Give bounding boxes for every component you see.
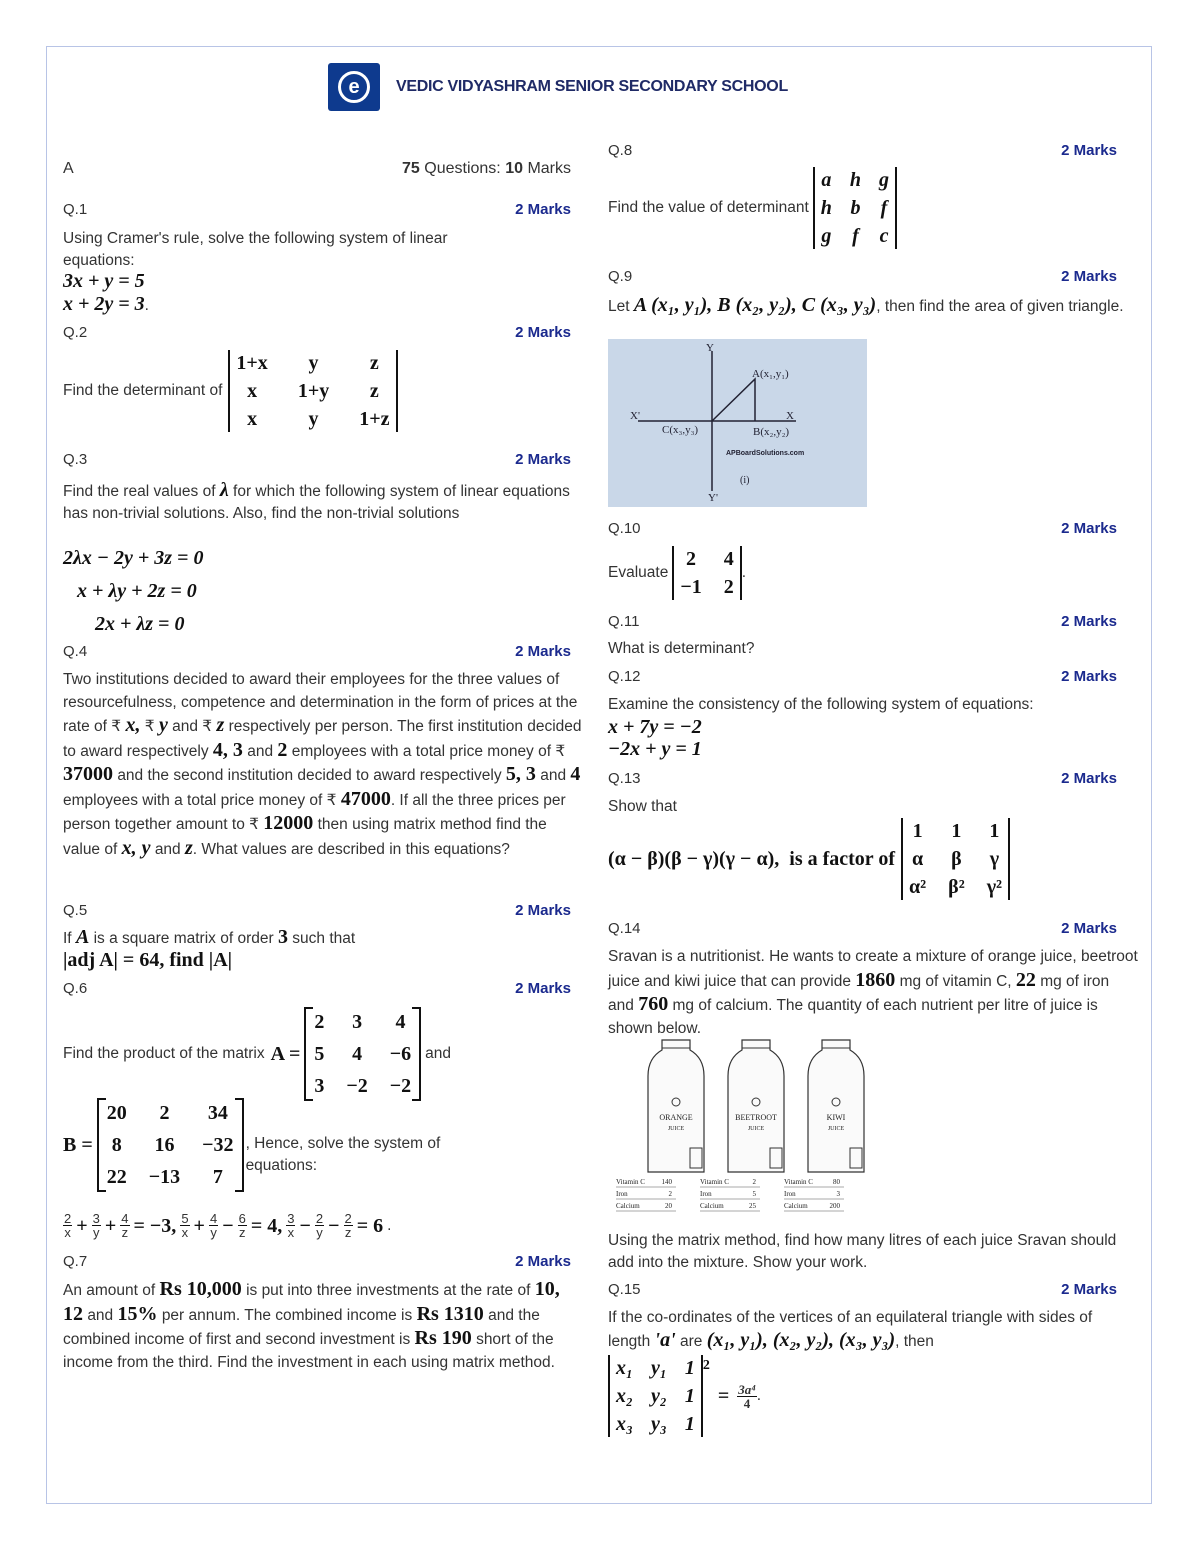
question-number: Q.13 (608, 770, 641, 787)
question-body (608, 818, 1010, 900)
matrix-cell: 22 (106, 1166, 127, 1188)
fraction (344, 1212, 353, 1239)
text: . What values are described in this equations? (192, 840, 510, 858)
logo-icon (338, 71, 370, 103)
question-marks: 2 Marks (1061, 142, 1117, 159)
equation: 2x + λz = 0 (95, 613, 185, 635)
triangle-diagram (608, 339, 867, 507)
numerator: 3a⁴ (738, 1381, 756, 1397)
point-a-label: A(x₁,y₁) (752, 368, 789, 380)
nutrient-value: 3 (836, 1190, 840, 1198)
math: z (216, 714, 225, 736)
numerator: 3 (92, 1211, 100, 1226)
marks-total: 10 (505, 160, 523, 177)
juice-bottles (612, 1036, 868, 1222)
determinant (608, 1355, 703, 1437)
math: 10, 12 (63, 1278, 560, 1325)
fraction (63, 1212, 72, 1239)
denominator: z (121, 1225, 129, 1240)
text: employees with a total price money of ₹ (291, 742, 566, 760)
math: x, (125, 714, 141, 736)
question-header (608, 920, 1117, 937)
bottle-sublabel: JUICE (827, 1126, 845, 1132)
question-marks: 2 Marks (1061, 268, 1117, 285)
question-number: Q.11 (608, 613, 640, 630)
question-header (63, 451, 571, 468)
math: 12000 (263, 812, 314, 834)
question-text: Using Cramer's rule, solve the following system of linear equations: (63, 230, 448, 269)
question-text (608, 1307, 1133, 1353)
school-header (328, 63, 788, 111)
math: Rs 190 (414, 1327, 472, 1349)
period: . (756, 1387, 762, 1404)
text: , Hence, solve the system of equations: (245, 1135, 441, 1174)
math: 3 (277, 926, 288, 948)
text: Two institutions decided to award their employees for the three values of resourcefulness, competence and determination in the form of prices at the rate of ₹ (63, 671, 578, 735)
question-header (63, 902, 571, 919)
question-text (63, 479, 588, 525)
numerator: 2 (315, 1211, 324, 1226)
math: 22 (1015, 968, 1036, 991)
nutrient-value: 2 (752, 1178, 756, 1186)
matrix-cell: x (247, 408, 258, 430)
matrix-cell: 7 (212, 1166, 223, 1188)
question-number: Q.8 (608, 142, 633, 159)
text: and the combined income of first and second investment is (63, 1306, 540, 1348)
matrix (304, 1007, 421, 1101)
questions-label: Questions: (424, 160, 501, 177)
math: 37000 (63, 763, 113, 785)
matrix-cell: y (308, 352, 319, 374)
matrix-cell: 34 (207, 1102, 228, 1124)
matrix-cell: x₃ (616, 1413, 633, 1435)
question-text (608, 946, 1138, 1040)
text: If (63, 930, 72, 947)
math: = 6 (356, 1214, 384, 1237)
triangle (712, 379, 755, 421)
matrix-cell: −2 (346, 1075, 368, 1097)
question-header (608, 668, 1117, 685)
fraction (120, 1212, 129, 1239)
text: Let (608, 298, 630, 315)
fraction (180, 1212, 189, 1239)
math: = −3, (133, 1214, 177, 1237)
equation: $\frac{2}{x}$ + $\frac{3}{y}$ + $\frac{4}{z}$ = −3, $\frac{5}{x}$ + $\frac{4}{y}$ − $\frac{6}{z}$ = 4, $\frac{3}{x}$ − $\frac{2}{y}$ − $\frac{2}{z}$ = 6 . (64, 1211, 392, 1240)
text: employees with a total price money of ₹ (63, 791, 337, 809)
matrix (97, 1098, 244, 1192)
denominator: x (64, 1225, 71, 1240)
denominator: z (238, 1225, 246, 1240)
matrix-cell: g (879, 169, 890, 191)
matrix-cell: g (821, 225, 832, 247)
question-marks: 2 Marks (515, 1253, 571, 1270)
fraction (238, 1212, 247, 1239)
numerator: 3 (287, 1211, 295, 1226)
nutrient-name: Vitamin C (700, 1178, 729, 1186)
math: 4, 3 (212, 738, 243, 761)
question-header (63, 1253, 571, 1270)
question-text: What is determinant? (608, 640, 755, 657)
question-number: Q.14 (608, 920, 641, 937)
matrix-cell: 2 (314, 1011, 325, 1033)
question-marks: 2 Marks (1061, 668, 1117, 685)
equation-block (608, 716, 702, 760)
question-number: Q.1 (63, 201, 88, 218)
question-body (63, 1098, 496, 1192)
bottle-sublabel: JUICE (667, 1126, 685, 1132)
text: mg of vitamin C, (899, 972, 1012, 990)
matrix-cell: −6 (389, 1043, 412, 1065)
lambda-symbol: λ (219, 479, 229, 501)
nutrient-value: 2 (668, 1190, 672, 1198)
determinant (901, 818, 1010, 900)
question-number: Q.7 (63, 1253, 88, 1270)
question-text: Examine the consistency of the following system of equations: (608, 696, 1034, 713)
school-name: VEDIC VIDYASHRAM SENIOR SECONDARY SCHOOL (396, 78, 788, 95)
question-marks: 2 Marks (1061, 770, 1117, 787)
denominator: z (344, 1225, 352, 1240)
equation: −2x + y = 1 (608, 738, 702, 760)
matrix-label: A = (270, 1043, 301, 1065)
math: 760 (638, 993, 669, 1015)
text: such that (292, 930, 356, 947)
y-label: Y (706, 342, 714, 354)
numerator: 6 (238, 1211, 246, 1226)
y-prime-label: Y' (708, 492, 718, 504)
math: 4 (570, 763, 581, 785)
denominator: 4 (743, 1395, 751, 1411)
question-text (63, 926, 355, 950)
text: per annum. The combined income is (161, 1306, 413, 1324)
question-header (608, 1281, 1117, 1298)
nutrient-value: 20 (665, 1202, 672, 1210)
matrix-cell: z (369, 352, 379, 374)
matrix-cell: x₂ (616, 1385, 633, 1407)
text: and (425, 1045, 452, 1062)
matrix-cell: −2 (389, 1075, 412, 1097)
bottle-sublabel: JUICE (747, 1126, 765, 1132)
matrix-cell: 1+y (297, 380, 330, 402)
text: Find the product of the matrix (63, 1045, 265, 1062)
text: then using matrix method find the value of (63, 816, 547, 858)
math: 15% (117, 1302, 158, 1325)
matrix-cell: 1 (989, 820, 1000, 842)
matrix-cell: 16 (154, 1134, 175, 1156)
math: 'a' (654, 1329, 676, 1351)
question-number: Q.2 (63, 324, 88, 341)
denominator: x (181, 1225, 189, 1240)
question-marks: 2 Marks (515, 902, 571, 919)
bottle-label: ORANGE (659, 1113, 693, 1122)
matrix-cell: x₁ (616, 1357, 633, 1379)
matrix-cell: 3 (352, 1011, 363, 1033)
math: y (158, 714, 168, 736)
denominator: y (316, 1225, 323, 1240)
bottle-label: BEETROOT (735, 1113, 777, 1122)
question-marks: 2 Marks (515, 201, 571, 218)
bottle-label: KIWI (826, 1113, 846, 1122)
fraction (737, 1383, 757, 1410)
text: is put into three investments at the rate of (246, 1282, 531, 1299)
math: (α − β)(β − γ)(γ − α), is a factor of (608, 848, 895, 870)
matrix-cell: 1 (684, 1357, 695, 1379)
marks-label: Marks (527, 160, 571, 177)
matrix-cell: γ (989, 848, 1000, 870)
text: respectively per person. The first institution decided to award respectively (63, 718, 582, 760)
text: , then find the area of given triangle. (876, 298, 1124, 315)
fraction (92, 1212, 101, 1239)
question-marks: 2 Marks (515, 643, 571, 660)
question-header (608, 142, 1117, 159)
numerator: 2 (344, 1211, 352, 1226)
numerator: 5 (181, 1211, 189, 1226)
math: = 4, (250, 1214, 283, 1237)
equation: x + λy + 2z = 0 (77, 580, 197, 602)
text: and (247, 742, 274, 760)
matrix-cell: x (247, 380, 258, 402)
matrix-cell: y₃ (650, 1413, 667, 1435)
question-number: Q.10 (608, 520, 641, 537)
equation-block (63, 270, 149, 317)
section-header (63, 160, 571, 178)
question-text: Evaluate (608, 564, 669, 581)
matrix-cell: y₁ (650, 1357, 667, 1379)
point-b-label: B(x₂,y₂) (753, 426, 790, 438)
logo-letter: e (348, 76, 360, 98)
nutrient-name: Iron (784, 1190, 796, 1198)
nutrient-value: 80 (833, 1178, 840, 1186)
math: 5, 3 (505, 763, 536, 785)
equation: x + 7y = −2 (608, 716, 702, 738)
question-marks: 2 Marks (1061, 1281, 1117, 1298)
question-text (608, 294, 1128, 318)
figure-tag: (i) (740, 475, 750, 486)
nutrient-name: Vitamin C (784, 1178, 813, 1186)
matrix-cell: 2 (159, 1102, 170, 1124)
matrix-cell: y (308, 408, 319, 430)
question-header (608, 770, 1117, 787)
question-marks: 2 Marks (515, 451, 571, 468)
text: If the co-ordinates of the vertices of an equilateral triangle with sides of length (608, 1309, 1093, 1350)
matrix-cell: α² (908, 876, 927, 898)
equation: 3x + y = 5 (63, 270, 145, 292)
math: Rs 10,000 (159, 1278, 242, 1300)
matrix-cell: 8 (111, 1134, 122, 1156)
matrix-cell: a (821, 169, 832, 191)
matrix-cell: −1 (680, 576, 702, 598)
numerator: 4 (121, 1211, 129, 1226)
x-prime-label: X' (630, 410, 640, 422)
matrix-cell: b (850, 197, 861, 219)
nutrient-name: Calcium (784, 1202, 808, 1210)
text: . If all the three prices per person together amount to ₹ (63, 791, 566, 833)
question-number: Q.5 (63, 902, 88, 919)
matrix-cell: 4 (723, 548, 734, 570)
matrix-cell: c (879, 225, 889, 247)
text: Sravan is a nutritionist. He wants to create a mixture of orange juice, beetroot juice and kiwi juice that can provide (608, 948, 1138, 990)
matrix-cell: 20 (106, 1102, 127, 1124)
text: and the second institution decided to award respectively (117, 767, 502, 784)
matrix-cell: 2 (723, 576, 734, 598)
question-text: Find the determinant of (63, 382, 223, 399)
matrix-cell: −13 (148, 1166, 181, 1188)
math: A (75, 926, 90, 948)
math: 47000 (340, 787, 391, 810)
math: z (185, 836, 193, 859)
equation: x + 2y = 3 (63, 293, 145, 315)
text: Find the real values of (63, 483, 216, 500)
nutrient-value: 200 (829, 1202, 840, 1210)
text: and (154, 840, 181, 858)
text: and (87, 1306, 114, 1324)
math: (x₁, y₁), (x₂, y₂), (x₃, y₃) (706, 1329, 896, 1351)
matrix-cell: f (880, 197, 888, 219)
question-body (63, 1007, 451, 1101)
equation (608, 1355, 761, 1437)
nutrient-value: 25 (749, 1202, 756, 1210)
matrix-cell: β² (948, 876, 965, 898)
question-marks: 2 Marks (1061, 613, 1117, 630)
nutrient-name: Vitamin C (616, 1178, 645, 1186)
text: short of the income from the third. Find the investment in each using matrix method. (63, 1331, 555, 1371)
triangle-figure (608, 339, 867, 507)
period: . (144, 297, 149, 314)
question-header (63, 980, 571, 997)
question-number: Q.3 (63, 451, 88, 468)
text: , then (895, 1333, 934, 1350)
question-marks: 2 Marks (1061, 920, 1117, 937)
question-text: Find the value of determinant (608, 199, 809, 216)
denominator: y (210, 1225, 217, 1240)
text: mg of calcium. The quantity of each nutrient per litre of juice is shown below. (608, 997, 1098, 1037)
text: mg of iron and (608, 972, 1110, 1014)
nutrient-name: Calcium (700, 1202, 724, 1210)
matrix-cell: 4 (395, 1011, 406, 1033)
matrix-cell: h (820, 197, 832, 219)
question-header (608, 613, 1117, 630)
matrix-cell: z (369, 380, 379, 402)
matrix-cell: 3 (314, 1075, 325, 1097)
math: x, y (121, 836, 151, 859)
question-number: Q.9 (608, 268, 633, 285)
question-text: Show that (608, 798, 677, 815)
question-count: 75 (402, 160, 420, 177)
fraction (209, 1212, 218, 1239)
text: and ₹ (172, 718, 213, 735)
question-number: Q.12 (608, 668, 641, 685)
nutrient-name: Calcium (616, 1202, 640, 1210)
denominator: x (287, 1225, 295, 1240)
juice-bottles-figure (612, 1036, 868, 1222)
section-summary (402, 160, 571, 178)
matrix-cell: f (852, 225, 859, 247)
point-c-label: C(x₃,y₃) (662, 424, 699, 436)
nutrient-value: 5 (752, 1190, 756, 1198)
question-body (63, 350, 398, 432)
numerator: 4 (209, 1211, 218, 1226)
matrix-cell: 1+z (359, 408, 390, 430)
determinant (228, 350, 397, 432)
question-marks: 2 Marks (1061, 520, 1117, 537)
x-label: X (786, 410, 794, 422)
question-marks: 2 Marks (515, 324, 571, 341)
question-header (63, 643, 571, 660)
matrix-cell: β (951, 848, 962, 870)
section-label: A (63, 160, 74, 177)
exponent: 2 (702, 1358, 710, 1373)
text: An amount of (63, 1282, 156, 1299)
question-body (608, 167, 897, 249)
math: = (717, 1385, 730, 1407)
text: is a square matrix of order (93, 930, 274, 947)
matrix-cell: γ² (986, 876, 1003, 898)
matrix-label: B = (63, 1134, 93, 1156)
question-number: Q.15 (608, 1281, 641, 1298)
question-body: Evaluate 2 4 −1 2 . (608, 548, 747, 598)
determinant (672, 546, 741, 600)
matrix-cell: 4 (352, 1043, 363, 1065)
equation: 2λx − 2y + 3z = 0 (63, 547, 204, 569)
text: are (679, 1333, 703, 1350)
fraction (286, 1212, 295, 1239)
text: for which the following system of linear equations has non-trivial solutions. Also, find the non-trivial solutions (63, 483, 570, 522)
question-header (608, 268, 1117, 285)
question-header (63, 201, 571, 218)
matrix-cell: −32 (202, 1134, 234, 1156)
equation-block (63, 542, 203, 641)
matrix-cell: y₂ (650, 1385, 667, 1407)
question-text (63, 1278, 578, 1374)
nutrient-value: 140 (661, 1178, 672, 1186)
equation: |adj A| = 64, find |A| (63, 949, 233, 971)
matrix-cell: 1 (684, 1385, 695, 1407)
math: 1860 (855, 968, 896, 991)
text: ₹ (144, 718, 155, 735)
matrix-cell: 1 (912, 820, 923, 842)
determinant (813, 167, 897, 249)
matrix-cell: 1 (951, 820, 962, 842)
text: and (540, 767, 567, 784)
math: Rs 1310 (416, 1302, 484, 1325)
matrix-cell: 2 (686, 548, 697, 570)
watermark-site: APBoardSolutions.com (726, 450, 805, 457)
matrix-cell: h (849, 169, 862, 191)
question-header (63, 324, 571, 341)
school-logo (328, 63, 380, 111)
equation-line (63, 293, 149, 317)
nutrient-name: Iron (700, 1190, 712, 1198)
nutrient-name: Iron (616, 1190, 628, 1198)
question-number: Q.4 (63, 643, 88, 660)
question-number: Q.6 (63, 980, 88, 997)
math: 2 (277, 738, 288, 761)
matrix-cell: 1+x (236, 352, 268, 374)
numerator: 2 (64, 1211, 72, 1226)
question-text (63, 669, 588, 861)
matrix-cell: 1 (684, 1413, 695, 1435)
math: A (x₁, y₁), B (x₂, y₂), C (x₃, y₃) (633, 294, 877, 316)
denominator: y (93, 1225, 100, 1240)
fraction (315, 1212, 324, 1239)
question-marks: 2 Marks (515, 980, 571, 997)
question-text: Using the matrix method, find how many litres of each juice Sravan should add into the mixture. Show your work. (608, 1232, 1117, 1271)
question-header (608, 520, 1117, 537)
matrix-cell: 5 (314, 1043, 325, 1065)
matrix-cell: α (911, 848, 924, 870)
